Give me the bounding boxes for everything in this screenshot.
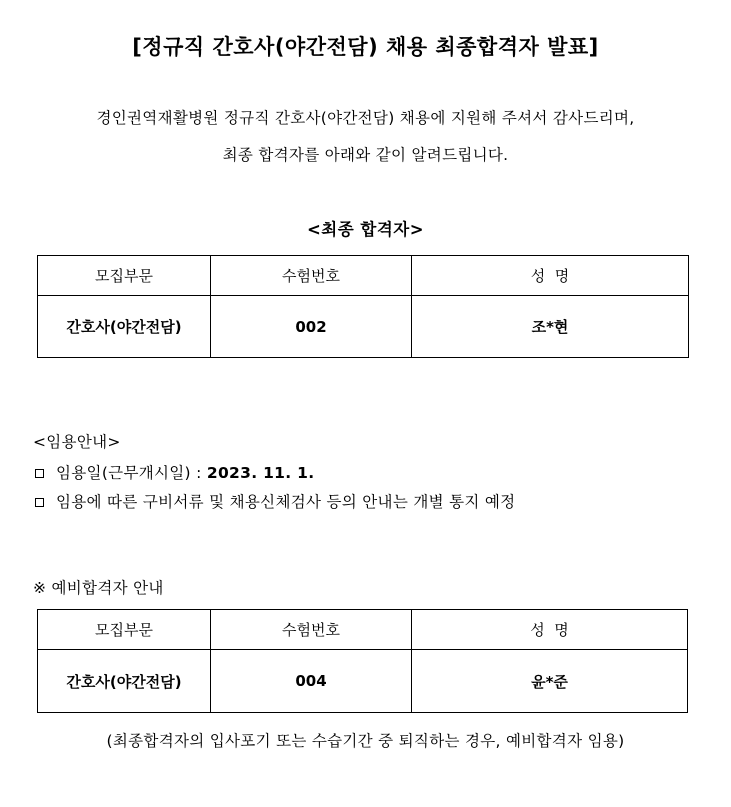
reserve-results-table <box>37 609 688 713</box>
square-bullet-icon <box>35 469 44 478</box>
cell-name: 윤*준 <box>412 650 688 713</box>
appointment-date-value: 2023. 11. 1. <box>206 464 315 482</box>
column-header-division: 모집부문 <box>38 256 211 296</box>
reserve-note: (최종합격자의 입사포기 또는 수습기간 중 퇴직하는 경우, 예비합격자 임용) <box>106 732 625 750</box>
final-results-table <box>37 255 689 358</box>
appointment-item-2 <box>33 490 515 512</box>
appointment-heading: <임용안내> <box>33 433 121 451</box>
table-header-row <box>38 256 689 296</box>
table-row <box>38 650 688 713</box>
intro-line-1: 경인권역재활병원 정규직 간호사(야간전담) 채용에 지원해 주셔서 감사드리며, <box>96 109 635 127</box>
column-header-division: 모집부문 <box>38 610 211 650</box>
appointment-notice-text: 임용에 따른 구비서류 및 채용신체검사 등의 안내는 개별 통지 예정 <box>56 493 516 511</box>
page-title: [정규직 간호사(야간전담) 채용 최종합격자 발표] <box>132 35 599 59</box>
intro-line-2: 최종 합격자를 아래와 같이 알려드립니다. <box>222 146 509 164</box>
column-header-exam-number: 수험번호 <box>211 256 412 296</box>
square-bullet-icon <box>35 498 44 507</box>
column-header-name: 성 명 <box>412 610 688 650</box>
column-header-exam-number: 수험번호 <box>211 610 412 650</box>
reserve-section-heading: ※ 예비합격자 안내 <box>33 579 164 597</box>
final-section-heading: <최종 합격자> <box>306 220 425 239</box>
cell-division: 간호사(야간전담) <box>38 650 211 713</box>
cell-division: 간호사(야간전담) <box>38 296 211 358</box>
appointment-item-1 <box>33 461 314 483</box>
table-header-row <box>38 610 688 650</box>
table-row <box>38 296 689 358</box>
column-header-name: 성 명 <box>412 256 689 296</box>
appointment-date-label: 임용일(근무개시일) : <box>56 464 207 482</box>
cell-name: 조*현 <box>412 296 689 358</box>
cell-exam-number: 004 <box>211 650 412 713</box>
cell-exam-number: 002 <box>211 296 412 358</box>
